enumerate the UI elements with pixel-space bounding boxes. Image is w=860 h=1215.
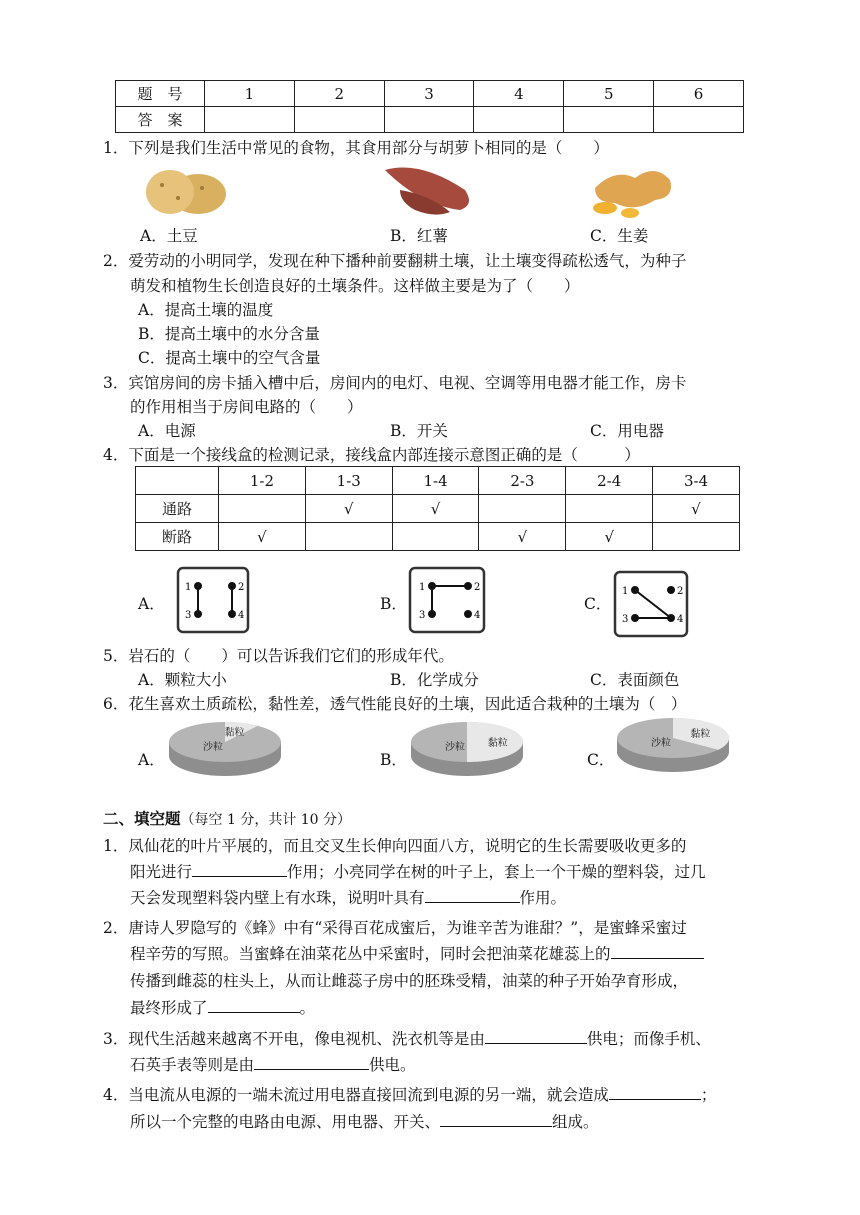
q2-option-c[interactable]: C．提高土壤中的空气含量	[138, 349, 321, 367]
fill4-text: 4．当电流从电源的一端未流过用电器直接回流到电源的另一端，就会造成	[103, 1086, 609, 1104]
answer-table-number: 5	[564, 81, 654, 107]
fill1-line2	[130, 860, 706, 882]
fill3-blank-1[interactable]	[485, 1029, 587, 1044]
section2-note: （每空 1 分，共计 10 分）	[180, 812, 352, 828]
clay-label: 黏粒	[487, 738, 508, 749]
q4-wiring-box-a	[176, 566, 250, 634]
fill1-text: 天会发现塑料袋内壁上有水珠，说明叶具有	[130, 889, 425, 907]
fill2-line2	[130, 942, 704, 964]
answer-cell[interactable]	[474, 107, 564, 133]
q4-option-b[interactable]: B．	[380, 595, 407, 613]
fill4-blank-2[interactable]	[440, 1112, 552, 1127]
q6-soil-pie-c	[614, 714, 732, 776]
terminal-label: 3	[419, 610, 426, 621]
q6-soil-pie-b	[408, 718, 526, 780]
clay-label: 黏粒	[224, 727, 245, 739]
q4-wiring-box-c	[613, 570, 689, 638]
answer-table-number: 1	[205, 81, 295, 107]
fill3-line2	[130, 1053, 416, 1075]
q4-column-header: 2-4	[566, 467, 653, 495]
q4-wiring-box-b	[408, 566, 486, 634]
terminal-label: 2	[677, 586, 684, 597]
fill2-text: 。	[299, 999, 316, 1017]
fill2-blank-1[interactable]	[611, 944, 704, 959]
q3-option-b[interactable]: B．开关	[390, 422, 448, 440]
sweet-potato-image	[380, 160, 480, 218]
terminal-label: 3	[185, 610, 192, 621]
fill4-line1	[103, 1083, 716, 1105]
answer-table-number: 4	[474, 81, 564, 107]
terminal-label: 2	[238, 582, 245, 593]
q5-stem: 5．岩石的（ ）可以告诉我们它们的形成年代。	[103, 647, 454, 665]
q1-stem: 1．下列是我们生活中常见的食物，其食用部分与胡萝卜相同的是（ ）	[103, 139, 609, 157]
q1-option-c[interactable]: C．生姜	[590, 227, 649, 245]
sand-label: 沙粒	[651, 738, 671, 749]
answer-table	[115, 80, 744, 133]
sand-label: 沙粒	[445, 742, 465, 753]
q4-column-header: 3-4	[653, 467, 740, 495]
q5-option-a[interactable]: A．颗粒大小	[138, 671, 227, 689]
terminal-label: 3	[622, 614, 629, 625]
terminal-label: 1	[419, 582, 426, 593]
fill1-text: 阳光进行	[130, 863, 193, 881]
fill3-line1	[103, 1027, 711, 1049]
q3-line2: 的作用相当于房间电路的（ ）	[130, 398, 363, 416]
q4-cell	[392, 523, 479, 551]
q5-option-b[interactable]: B．化学成分	[390, 671, 479, 689]
fill2-blank-2[interactable]	[208, 998, 300, 1013]
q2-line1: 2．爱劳动的小明同学，发现在种下播种前要翻耕土壤，让土壤变得疏松透气，为种子	[103, 252, 687, 270]
terminal-label: 2	[474, 582, 481, 593]
fill4-text: ；	[700, 1086, 717, 1104]
q2-line2: 萌发和植物生长创造良好的土壤条件。这样做主要是为了（ ）	[130, 277, 580, 295]
q4-column-header: 1-3	[305, 467, 392, 495]
q3-option-c[interactable]: C．用电器	[590, 422, 664, 440]
q4-cell: √	[392, 495, 479, 523]
fill4-text: 所以一个完整的电路由电源、用电器、开关、	[130, 1113, 441, 1131]
q4-cell	[566, 495, 653, 523]
q4-row-label: 通路	[136, 495, 219, 523]
terminal-label: 4	[238, 610, 245, 621]
q4-cell: √	[479, 523, 566, 551]
answer-table-header-label: 题 号	[116, 81, 205, 107]
q6-option-c[interactable]: C．	[587, 751, 615, 769]
fill1-text: 作用。	[519, 889, 567, 907]
q4-cell	[479, 495, 566, 523]
q2-option-a[interactable]: A．提高土壤的温度	[138, 301, 274, 319]
q4-column-header: 2-3	[479, 467, 566, 495]
section2-title: 二、填空题	[103, 809, 181, 828]
q6-stem: 6．花生喜欢土质疏松，黏性差，透气性能良好的土壤，因此适合栽种的土壤为（ ）	[103, 695, 687, 713]
q4-detection-table	[135, 466, 740, 551]
q4-corner-cell	[136, 467, 219, 495]
q2-option-b[interactable]: B．提高土壤中的水分含量	[138, 325, 320, 343]
q4-option-a[interactable]: A．	[138, 595, 165, 613]
answer-table-answer-label: 答 案	[116, 107, 205, 133]
q6-option-b[interactable]: B．	[380, 751, 407, 769]
fill4-text: 组成。	[552, 1113, 599, 1131]
q4-cell: √	[653, 495, 740, 523]
q5-option-c[interactable]: C．表面颜色	[590, 671, 680, 689]
q4-column-header: 1-4	[392, 467, 479, 495]
fill2-text: 最终形成了	[130, 999, 208, 1017]
ginger-image	[585, 158, 680, 220]
q3-option-a[interactable]: A．电源	[138, 422, 196, 440]
clay-label: 黏粒	[690, 729, 711, 740]
terminal-label: 4	[677, 614, 684, 625]
terminal-label: 4	[474, 610, 481, 621]
q4-column-header: 1-2	[219, 467, 306, 495]
q4-stem: 4．下面是一个接线盒的检测记录，接线盒内部连接示意图正确的是（ ）	[103, 446, 640, 464]
answer-cell[interactable]	[654, 107, 744, 133]
fill3-text: 3．现代生活越来越离不开电，像电视机、洗衣机等是由	[103, 1030, 485, 1048]
fill3-text: 供电。	[369, 1056, 416, 1074]
q4-cell	[219, 495, 306, 523]
answer-cell[interactable]	[294, 107, 384, 133]
fill3-text: 石英手表等则是由	[130, 1056, 255, 1074]
answer-cell[interactable]	[205, 107, 295, 133]
fill3-text: 供电；而像手机、	[586, 1030, 711, 1048]
q3-line1: 3．宾馆房间的房卡插入槽中后，房间内的电灯、电视、空调等用电器才能工作，房卡	[103, 374, 687, 392]
fill2-line3: 传播到雌蕊的柱头上，从而让雌蕊子房中的胚珠受精，油菜的种子开始孕育形成，	[130, 972, 689, 990]
potato-image	[140, 160, 230, 218]
q6-option-a[interactable]: A．	[138, 751, 165, 769]
answer-table-number: 6	[654, 81, 744, 107]
terminal-label: 1	[622, 586, 629, 597]
answer-cell[interactable]	[384, 107, 474, 133]
q4-option-c[interactable]: C．	[584, 595, 612, 613]
fill1-line1: 1．凤仙花的叶片平展的，而且交叉生长伸向四面八方，说明它的生长需要吸收更多的	[103, 837, 687, 855]
fill1-blank-2[interactable]	[425, 888, 520, 903]
section2-heading	[103, 807, 351, 829]
q4-cell: √	[219, 523, 306, 551]
fill2-line1: 2．唐诗人罗隐写的《蜂》中有“采得百花成蜜后，为谁辛苦为谁甜？”，是蜜蜂采蜜过	[103, 919, 687, 937]
fill2-text: 程辛劳的写照。当蜜蜂在油菜花丛中采蜜时，同时会把油菜花雄蕊上的	[130, 945, 611, 963]
fill1-blank-1[interactable]	[192, 862, 287, 877]
q4-row-label: 断路	[136, 523, 219, 551]
answer-cell[interactable]	[564, 107, 654, 133]
fill2-line4	[130, 996, 315, 1018]
answer-table-number: 2	[294, 81, 384, 107]
answer-table-number: 3	[384, 81, 474, 107]
fill1-line3	[130, 886, 566, 908]
q1-option-a[interactable]: A．土豆	[140, 227, 198, 245]
fill4-line2	[130, 1110, 599, 1132]
fill3-blank-2[interactable]	[254, 1055, 369, 1070]
q4-cell	[305, 523, 392, 551]
q1-option-b[interactable]: B．红薯	[390, 227, 448, 245]
q4-cell: √	[305, 495, 392, 523]
sand-label: 沙粒	[203, 742, 223, 753]
fill4-blank-1[interactable]	[609, 1085, 701, 1100]
terminal-label: 1	[185, 582, 192, 593]
q4-cell: √	[566, 523, 653, 551]
fill1-text: 作用；小亮同学在树的叶子上，套上一个干燥的塑料袋，过几	[287, 863, 706, 881]
q4-cell	[653, 523, 740, 551]
q6-soil-pie-a	[166, 718, 284, 780]
